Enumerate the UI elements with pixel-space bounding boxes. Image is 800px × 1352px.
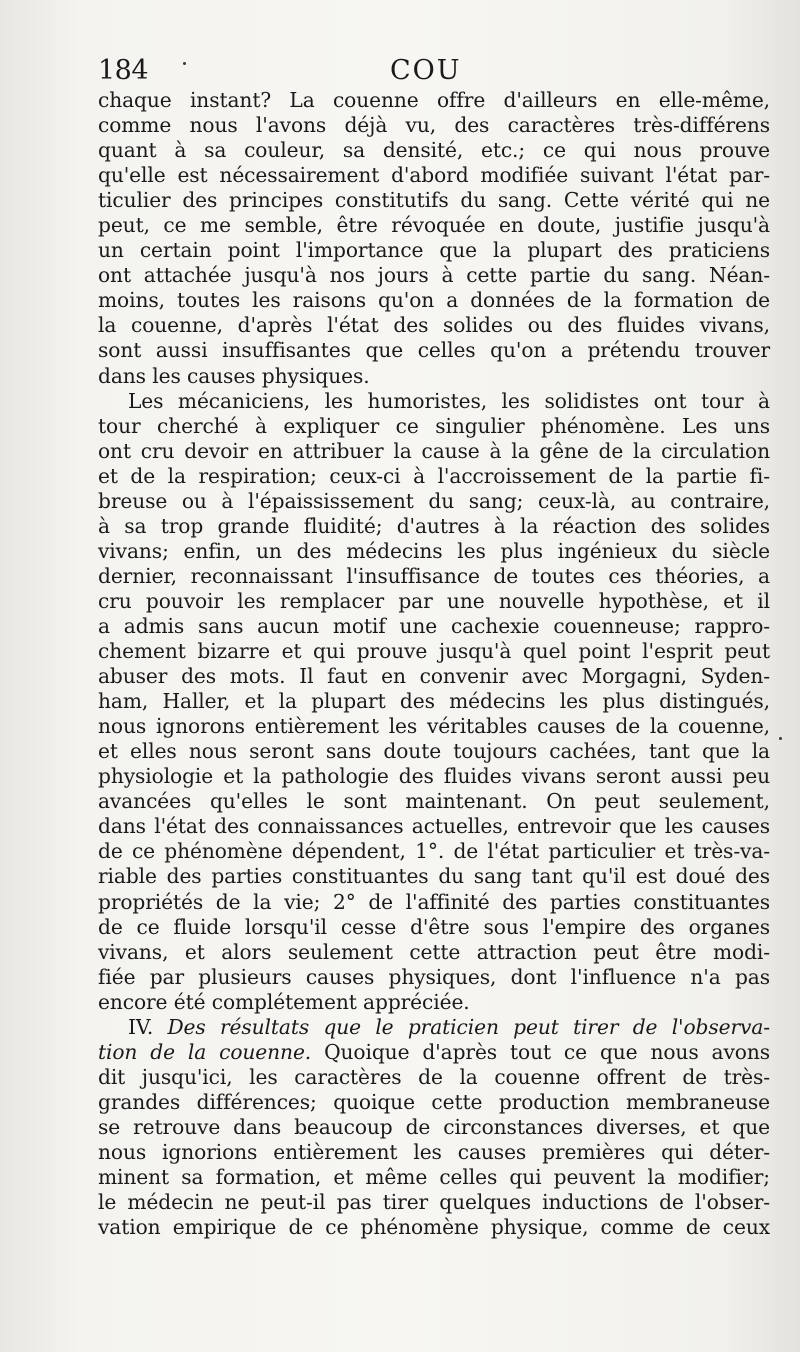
text-line: à sa trop grande fluidité; d'autres à la réaction des solides [98, 513, 770, 538]
text-line: grandes différences; quoique cette production membraneuse [98, 1089, 770, 1114]
text-line: la couenne, d'après l'état des solides ou des fluides vivans, [98, 313, 770, 338]
text-line: Les mécaniciens, les humoristes, les solidistes ont tour à [128, 388, 770, 413]
text-line: quant à sa couleur, sa densité, etc.; ce qui nous prouve [98, 138, 770, 163]
text-line: nous ignorons entièrement les véritables causes de la couenne, [98, 714, 770, 739]
section-heading-line [98, 1015, 770, 1040]
text-line: comme nous l'avons déjà vu, des caractères très-différens [98, 113, 770, 138]
section-number: IV. [128, 1014, 154, 1039]
text-line: dans les causes physiques. [98, 363, 370, 388]
text-line: vation empirique de ce phénomène physique, comme de ceux [98, 1215, 770, 1240]
text-line: riable des parties constituantes du sang tant qu'il est doué des [98, 864, 770, 889]
text-line: ham, Haller, et la plupart des médecins les plus distingués, [98, 689, 770, 714]
text-line: propriétés de la vie; 2° de l'affinité des parties constituantes [98, 889, 770, 914]
text-line: ticulier des principes constitutifs du sang. Cette vérité qui ne [98, 188, 770, 213]
text-line: fiée par plusieurs causes physiques, dont l'influence n'a pas [98, 964, 770, 989]
paper-speck [779, 737, 782, 740]
text-line: dit jusqu'ici, les caractères de la couenne offrent de très- [98, 1064, 770, 1089]
text-line: de ce phénomène dépendent, 1°. de l'état particulier et très-va- [98, 839, 770, 864]
page-number: 184 [98, 55, 149, 86]
text-line: cru pouvoir les remplacer par une nouvelle hypothèse, et il [98, 588, 770, 613]
section-iv [98, 1015, 770, 1240]
text-line: breuse ou à l'épaississement du sang; ceux-là, au contraire, [98, 488, 770, 513]
text-line: moins, toutes les raisons qu'on a données de la formation de [98, 288, 770, 313]
text-line: physiologie et la pathologie des fluides vivans seront aussi peu [98, 764, 770, 789]
text-line: un certain point l'importance que la plupart des praticiens [98, 238, 770, 263]
text-line: minent sa formation, et même celles qui peuvent la modifier; [98, 1165, 770, 1190]
text-line: et elles nous seront sans doute toujours cachées, tant que la [98, 739, 770, 764]
text-line: dans l'état des connaissances actuelles, entrevoir que les causes [98, 814, 770, 839]
text-line: nous ignorions entièrement les causes premières qui déter- [98, 1139, 770, 1164]
section-text: Quoique d'après tout ce que nous avons [324, 1039, 770, 1064]
text-line: de ce fluide lorsqu'il cesse d'être sous l'empire des organes [98, 914, 770, 939]
body-text [98, 88, 770, 1240]
page-header [98, 55, 772, 91]
text-line: qu'elle est nécessairement d'abord modifiée suivant l'état par- [98, 163, 770, 188]
text-line: chement bizarre et qui prouve jusqu'à quel point l'esprit peut [98, 639, 770, 664]
running-head: COU [390, 55, 462, 86]
text-line: avancées qu'elles le sont maintenant. On peut seulement, [98, 789, 770, 814]
text-line: ont cru devoir en attribuer la cause à la gêne de la circulation [98, 438, 770, 463]
text-line: encore été complétement appréciée. [98, 989, 470, 1014]
text-line: a admis sans aucun motif une cachexie couenneuse; rappro- [98, 613, 770, 638]
paragraph-2 [98, 389, 770, 1015]
section-heading-line [98, 1040, 770, 1065]
section-title-continued: tion de la couenne. [98, 1039, 312, 1064]
text-line: peut, ce me semble, être révoquée en doute, justifie jusqu'à [98, 213, 770, 238]
text-line: vivans; enfin, un des médecins les plus ingénieux du siècle [98, 538, 770, 563]
text-line: dernier, reconnaissant l'insuffisance de toutes ces théories, a [98, 563, 770, 588]
text-line: ont attachée jusqu'à nos jours à cette partie du sang. Néan- [98, 263, 770, 288]
paper-speck [183, 62, 186, 65]
text-line: se retrouve dans beaucoup de circonstances diverses, et que [98, 1114, 770, 1139]
paragraph-1 [98, 88, 770, 389]
text-line: et de la respiration; ceux-ci à l'accroissement de la partie fi- [98, 463, 770, 488]
text-line: chaque instant? La couenne offre d'ailleurs en elle-même, [98, 88, 770, 112]
section-title: Des résultats que le praticien peut tirer de l'observa- [167, 1014, 770, 1039]
text-line: sont aussi insuffisantes que celles qu'on a prétendu trouver [98, 338, 770, 363]
text-line: le médecin ne peut-il pas tirer quelques inductions de l'obser- [98, 1190, 770, 1215]
text-line: abuser des mots. Il faut en convenir avec Morgagni, Syden- [98, 664, 770, 689]
text-line: vivans, et alors seulement cette attraction peut être modi- [98, 939, 770, 964]
text-line: tour cherché à expliquer ce singulier phénomène. Les uns [98, 413, 770, 438]
